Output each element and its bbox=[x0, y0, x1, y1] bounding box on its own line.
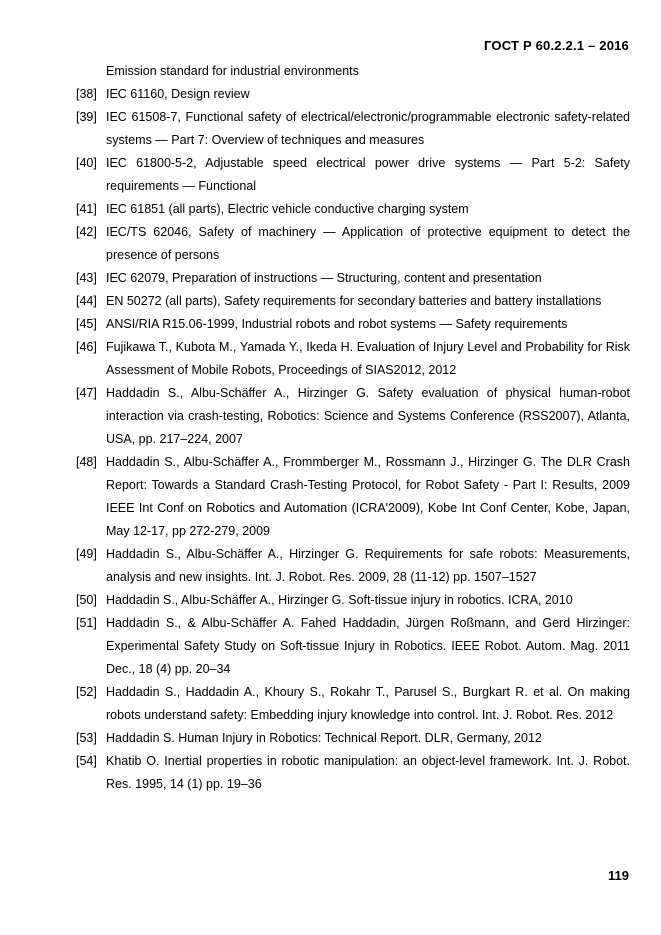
reference-text: IEC 61851 (all parts), Electric vehicle conductive charging system bbox=[106, 202, 469, 216]
reference-number: [46] bbox=[76, 340, 97, 354]
reference-item bbox=[76, 106, 630, 152]
reference-text: Haddadin S., Albu-Schäffer A., Frommberger M., Rossmann J., Hirzinger G. The DLR Crash Report: Towards a Standard Crash-Testing Protocol, for Robot Safety - Part I: Results, 2009 IEEE Int Conf on Robotics and Automation (ICRA'2009), Kobe Int Conf Center, Kobe, Japan, May 12-17, pp 272-279, 2009 bbox=[106, 455, 630, 538]
reference-text: Haddadin S., Albu-Schäffer A., Hirzinger G. Soft-tissue injury in robotics. ICRA, 2010 bbox=[106, 593, 573, 607]
reference-item bbox=[76, 681, 630, 727]
reference-number: [44] bbox=[76, 294, 97, 308]
reference-number: [40] bbox=[76, 156, 97, 170]
reference-text: Haddadin S., Albu-Schäffer A., Hirzinger G. Safety evaluation of physical human-robot interaction via crash-testing, Robotics: Science and Systems Conference (RSS2007), Atlanta, USA, pp. 217–224, 2007 bbox=[106, 386, 630, 446]
reference-item bbox=[76, 543, 630, 589]
reference-number: [52] bbox=[76, 685, 97, 699]
reference-item bbox=[76, 290, 630, 313]
reference-text: ANSI/RIA R15.06-1999, Industrial robots and robot systems — Safety requirements bbox=[106, 317, 568, 331]
reference-text: Fujikawa T., Kubota M., Yamada Y., Ikeda H. Evaluation of Injury Level and Probability for Risk Assessment of Mobile Robots, Proceedings of SIAS2012, 2012 bbox=[106, 340, 630, 377]
reference-text: Haddadin S., Albu-Schäffer A., Hirzinger G. Requirements for safe robots: Measurements, analysis and new insights. Int. J. Robot. Res. 2009, 28 (11-12) pp. 1507–1527 bbox=[106, 547, 630, 584]
reference-item bbox=[76, 727, 630, 750]
reference-text: Khatib O. Inertial properties in robotic manipulation: an object-level framework. Int. J. Robot. Res. 1995, 14 (1) pp. 19–36 bbox=[106, 754, 630, 791]
reference-number: [39] bbox=[76, 110, 97, 124]
reference-item bbox=[76, 152, 630, 198]
reference-text: Haddadin S., & Albu-Schäffer A. Fahed Haddadin, Jürgen Roßmann, and Gerd Hirzinger: Experimental Safety Study on Soft-tissue Injury in Robotics. IEEE Robot. Autom. Mag. 2011 Dec., 18 (4) pp. 20–34 bbox=[106, 616, 630, 676]
reference-item bbox=[76, 589, 630, 612]
reference-number: [53] bbox=[76, 731, 97, 745]
reference-number: [50] bbox=[76, 593, 97, 607]
reference-number: [42] bbox=[76, 225, 97, 239]
reference-item bbox=[76, 83, 630, 106]
reference-text: IEC 61800-5-2, Adjustable speed electrical power drive systems — Part 5-2: Safety requirements — Functional bbox=[106, 156, 630, 193]
reference-item bbox=[76, 313, 630, 336]
reference-item bbox=[76, 451, 630, 543]
reference-item bbox=[76, 382, 630, 451]
reference-number: [43] bbox=[76, 271, 97, 285]
standard-header: ГОСТ Р 60.2.2.1 – 2016 bbox=[484, 38, 629, 53]
reference-text: IEC 62079, Preparation of instructions — Structuring, content and presentation bbox=[106, 271, 542, 285]
reference-item bbox=[76, 750, 630, 796]
reference-item bbox=[76, 267, 630, 290]
reference-item bbox=[76, 336, 630, 382]
reference-text: Haddadin S. Human Injury in Robotics: Technical Report. DLR, Germany, 2012 bbox=[106, 731, 542, 745]
reference-number: [41] bbox=[76, 202, 97, 216]
reference-item bbox=[76, 198, 630, 221]
reference-text: IEC/TS 62046, Safety of machinery — Application of protective equipment to detect the presence of persons bbox=[106, 225, 630, 262]
reference-number: [49] bbox=[76, 547, 97, 561]
reference-number: [45] bbox=[76, 317, 97, 331]
reference-number: [48] bbox=[76, 455, 97, 469]
reference-text: IEC 61160, Design review bbox=[106, 87, 250, 101]
reference-number: [47] bbox=[76, 386, 97, 400]
reference-number: [38] bbox=[76, 87, 97, 101]
reference-text: Haddadin S., Haddadin A., Khoury S., Rokahr T., Parusel S., Burgkart R. et al. On making robots understand safety: Embedding injury knowledge into control. Int. J. Robot. Res. 2012 bbox=[106, 685, 630, 722]
page-number: 119 bbox=[608, 868, 629, 883]
reference-text: IEC 61508-7, Functional safety of electrical/electronic/programmable electronic safety-related systems — Part 7: Overview of techniques and measures bbox=[106, 110, 630, 147]
reference-list bbox=[76, 60, 630, 796]
reference-text: EN 50272 (all parts), Safety requirements for secondary batteries and battery installations bbox=[106, 294, 602, 308]
reference-item bbox=[76, 221, 630, 267]
reference-item bbox=[76, 612, 630, 681]
reference-number: [51] bbox=[76, 616, 97, 630]
reference-continuation: Emission standard for industrial environments bbox=[106, 64, 359, 78]
reference-number: [54] bbox=[76, 754, 97, 768]
